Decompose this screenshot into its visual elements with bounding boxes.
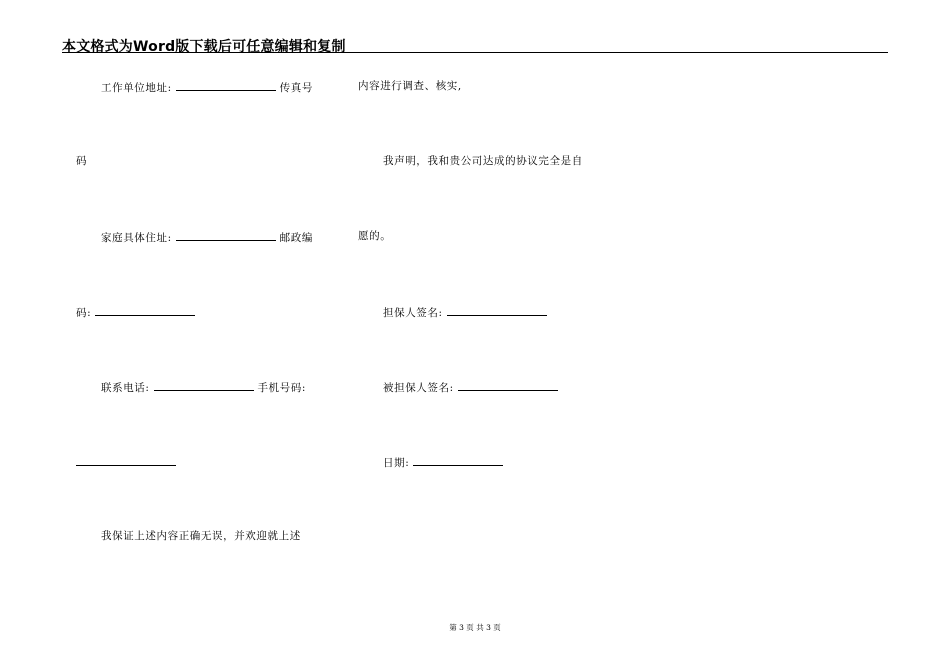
guarantor-signature-label: 担保人签名: xyxy=(383,307,443,319)
guaranteed-signature-label: 被担保人签名: xyxy=(383,382,454,394)
voluntary-text: 愿的。 xyxy=(358,230,392,242)
declaration-text: 我声明，我和贵公司达成的协议完全是自 xyxy=(383,155,583,167)
date-blank xyxy=(413,454,503,466)
fax-label: 传真号 xyxy=(279,82,313,94)
mobile-label: 手机号码: xyxy=(257,382,306,394)
home-address-line xyxy=(101,229,313,245)
mobile-blank-line xyxy=(76,454,176,470)
work-address-label: 工作单位地址: xyxy=(101,82,172,94)
postcode-blank xyxy=(95,304,195,316)
fax-label-continuation: 码 xyxy=(76,155,88,167)
phone-label: 联系电话: xyxy=(101,382,150,394)
date-label: 日期: xyxy=(383,457,410,469)
document-header-title: 本文格式为Word版下载后可任意编辑和复制 xyxy=(62,39,346,55)
work-address-line xyxy=(101,79,313,95)
mobile-blank xyxy=(76,454,176,466)
phone-line xyxy=(101,379,306,395)
postcode-line xyxy=(76,304,195,320)
date-line xyxy=(383,454,503,470)
page-footer: 第 3 页 共 3 页 xyxy=(449,623,501,632)
fax-label-continuation-line xyxy=(76,154,87,168)
header-divider xyxy=(62,52,888,53)
home-address-blank xyxy=(176,229,276,241)
investigate-line xyxy=(358,79,462,93)
postcode-label: 邮政编 xyxy=(279,232,313,244)
guarantor-signature-line xyxy=(383,304,547,320)
investigate-text: 内容进行调查、核实, xyxy=(358,80,462,92)
guaranteed-signature-line xyxy=(383,379,558,395)
postcode-label-continuation: 码: xyxy=(76,307,92,319)
work-address-blank xyxy=(176,79,276,91)
declaration-line xyxy=(383,154,583,168)
guarantor-signature-blank xyxy=(447,304,547,316)
phone-blank xyxy=(154,379,254,391)
home-address-label: 家庭具体住址: xyxy=(101,232,172,244)
guarantee-text: 我保证上述内容正确无误，并欢迎就上述 xyxy=(101,530,301,542)
voluntary-line xyxy=(358,229,391,243)
guaranteed-signature-blank xyxy=(458,379,558,391)
guarantee-line xyxy=(101,529,301,543)
